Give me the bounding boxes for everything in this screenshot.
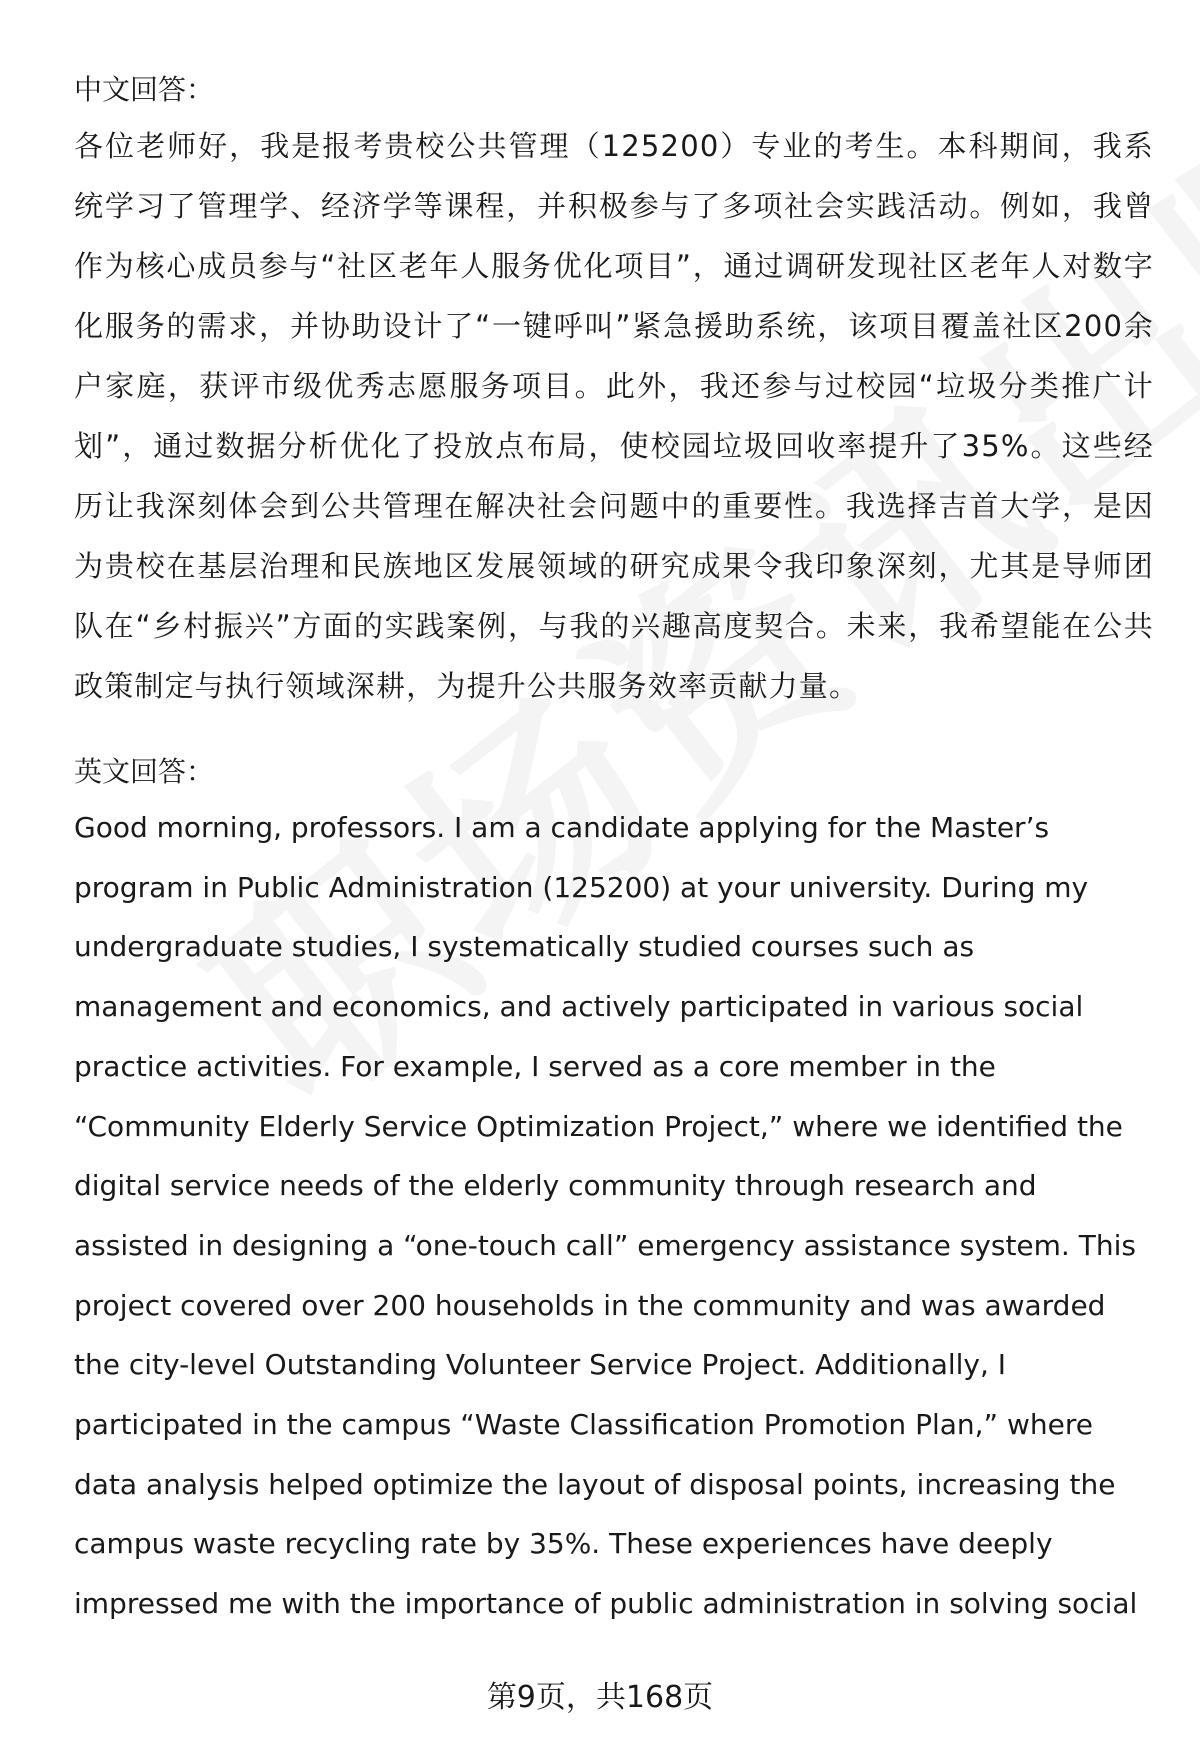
english-answer-label: 英文回答： [74, 755, 215, 788]
page-number: 第9页，共168页 [486, 1680, 714, 1715]
chinese-answer-label: 中文回答： [74, 73, 215, 106]
chinese-answer-body: 各位老师好，我是报考贵校公共管理（125200）专业的考生。本科期间，我系统学习了管理学、经济学等课程，并积极参与了多项社会实践活动。例如，我曾作为核心成员参与“社区老年人服务优化项目”，通过调研发现社区老年人对数字化服务的需求，并协助设计了“一键呼叫”紧急援助系统，该项目覆盖社区200余户家庭，获评市级优秀志愿服务项目。此外，我还参与过校园“垃圾分类推广计划”，通过数据分析优化了投放点布局，使校园垃圾回收率提升了35%。这些经历让我深刻体会到公共管理在解决社会问题中的重要性。我选择吉首大学，是因为贵校在基层治理和民族地区发展领域的研究成果令我印象深刻，尤其是导师团队在“乡村振兴”方面的实践案例，与我的兴趣高度契合。未来，我希望能在公共政策制定与执行领域深耕，为提升公共服务效率贡献力量。 [74, 129, 1154, 703]
english-answer-body: Good morning, professors. I am a candidate applying for the Master’s program in Public Administration (125200) at your university. During my undergraduate studies, I systematically studied courses such as management and economics, and actively participated in various social practice activities. For example, I served as a core member in the “Community Elderly Service Optimization Project,” where we identified the digital service needs of the elderly community through research and assisted in designing a “one-touch call” emergency assistance system. This project covered over 200 households in the community and was awarded the city-level Outstanding Volunteer Service Project. Additionally, I participated in the campus “Waste Classification Promotion Plan,” where data analysis helped optimize the layout of disposal points, increasing the campus waste recycling rate by 35%. These experiences have deeply impressed me with the importance of public administration in solving social [74, 811, 1138, 1621]
